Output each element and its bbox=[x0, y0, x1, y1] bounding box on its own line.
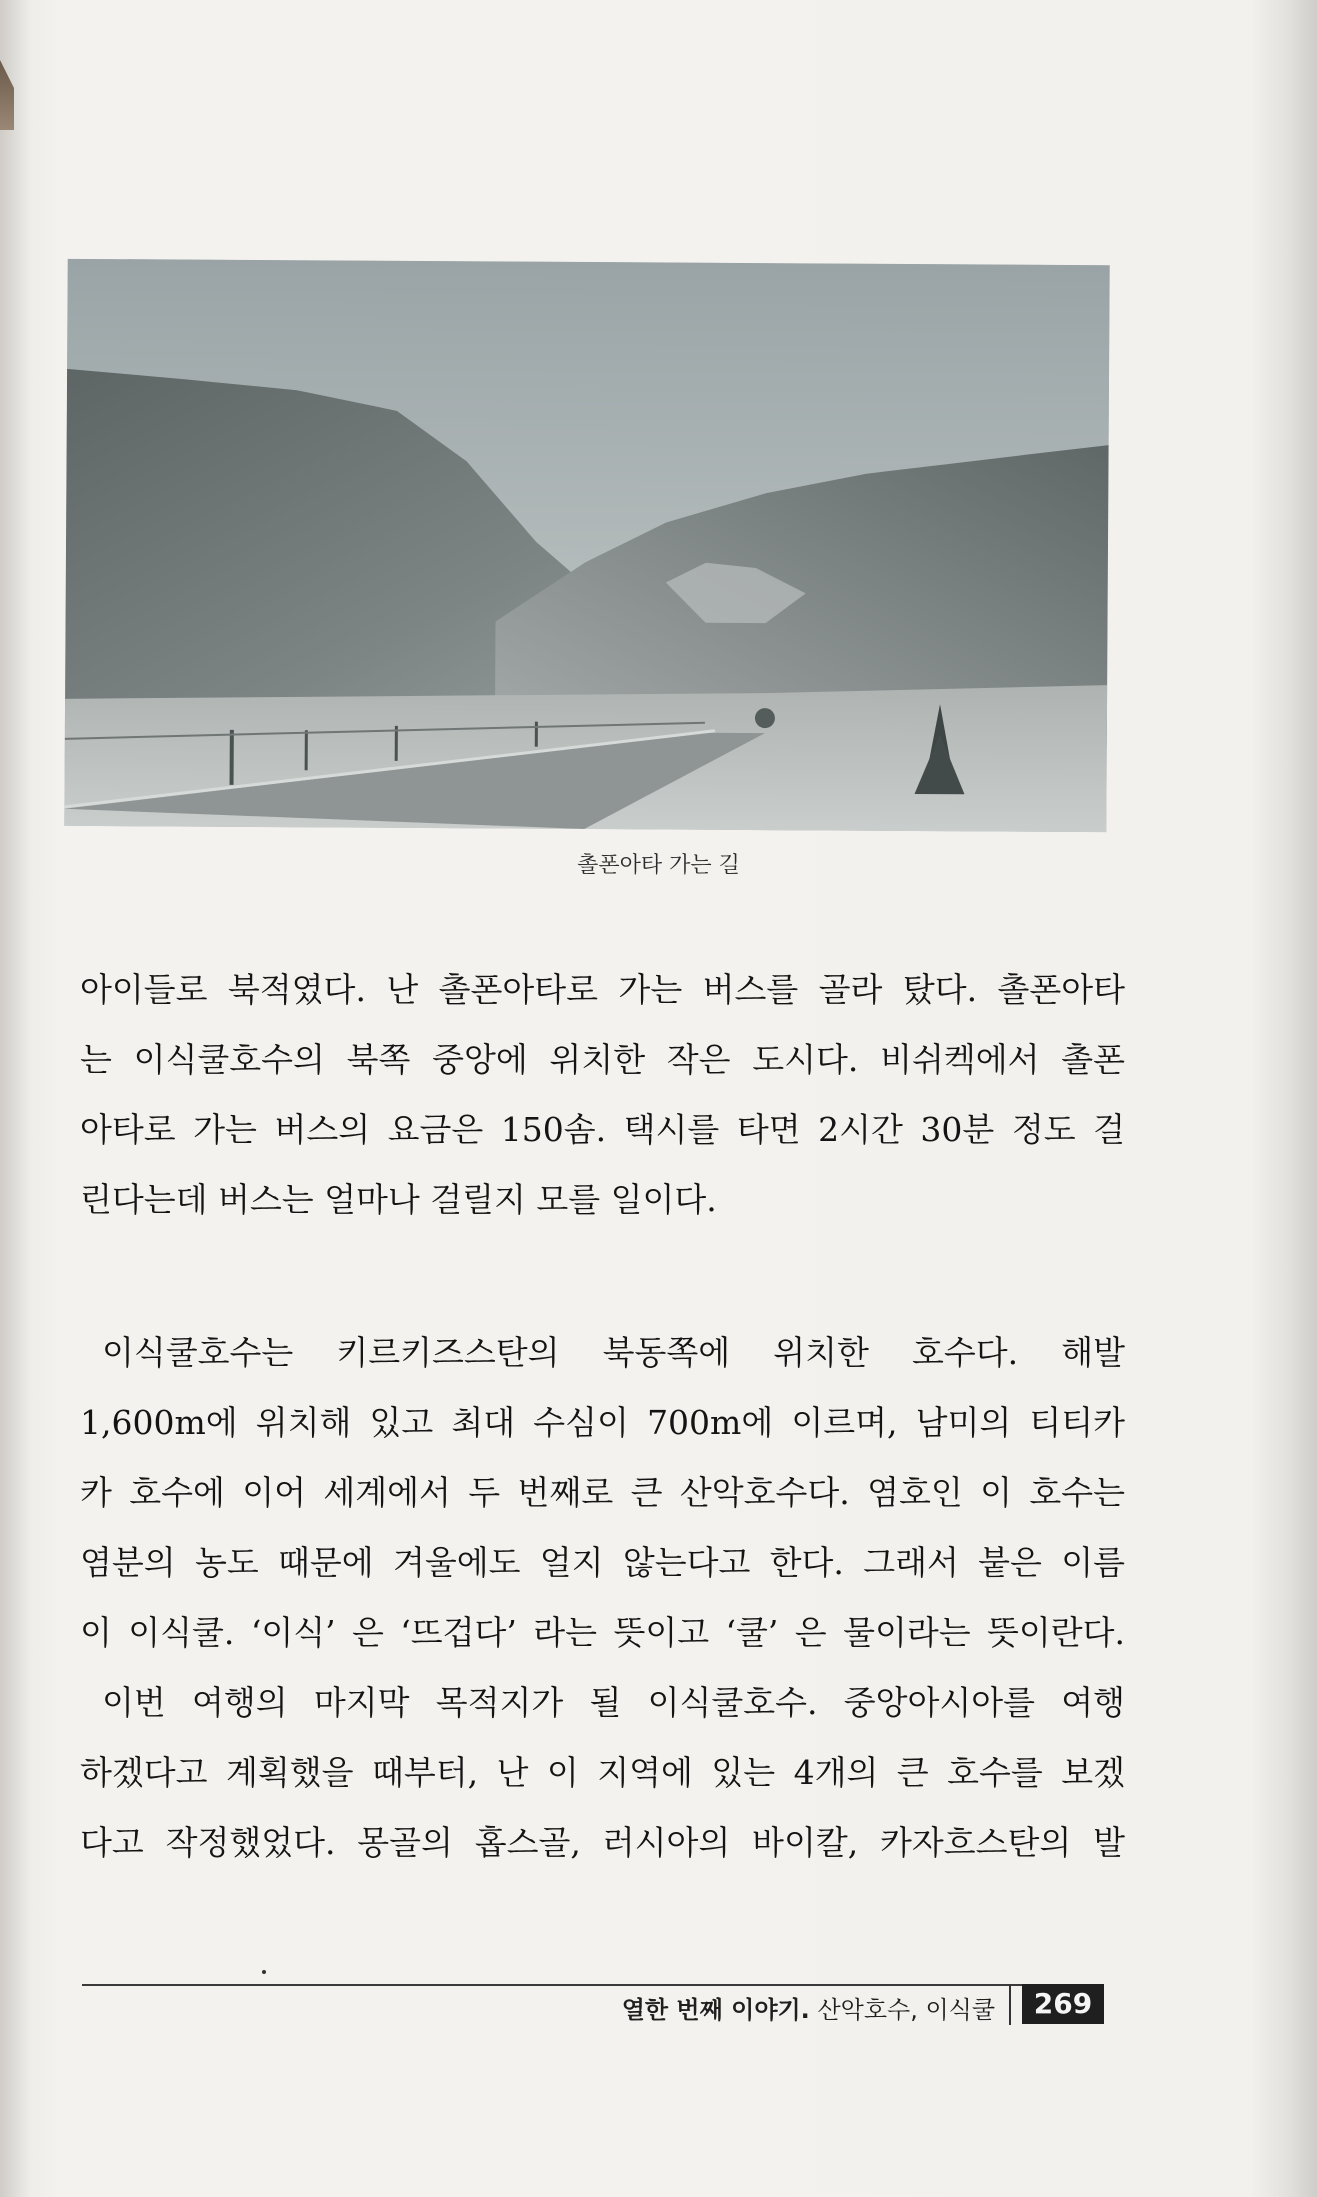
section-label: 산악호수, 이식쿨 bbox=[817, 1996, 995, 2024]
chapter-label: 열한 번째 이야기. bbox=[621, 1996, 810, 2024]
footer-separator bbox=[1009, 1985, 1011, 2025]
footer-rule bbox=[82, 1984, 1082, 1986]
text-line: 1,600m에 위치해 있고 최대 수심이 700m에 이르며, 남미의 티티카 bbox=[80, 1403, 1125, 1442]
text-line: 아이들로 북적였다. 난 촐폰아타로 가는 버스를 골라 탔다. 촐폰아타 bbox=[80, 970, 1125, 1009]
footer-dot bbox=[262, 1970, 266, 1974]
text-line: 이번 여행의 마지막 목적지가 될 이식쿨호수. 중앙아시아를 여행 bbox=[102, 1683, 1125, 1722]
text-line: 하겠다고 계획했을 때부터, 난 이 지역에 있는 4개의 큰 호수를 보겠 bbox=[80, 1753, 1125, 1792]
text-line: 린다는데 버스는 얼마나 걸릴지 모를 일이다. bbox=[80, 1180, 717, 1219]
photo-illustration bbox=[64, 259, 1109, 832]
text-line: 이 이식쿨. ‘이식’ 은 ‘뜨겁다’ 라는 뜻이고 ‘쿨’ 은 물이라는 뜻이란다. bbox=[80, 1613, 1125, 1652]
text-line: 아타로 가는 버스의 요금은 150솜. 택시를 타면 2시간 30분 정도 걸 bbox=[80, 1110, 1125, 1149]
running-footer bbox=[622, 1990, 995, 2025]
text-line: 염분의 농도 때문에 겨울에도 얼지 않는다고 한다. 그래서 붙은 이름 bbox=[80, 1543, 1125, 1582]
photo-caption: 촐폰아타 가는 길 bbox=[577, 853, 740, 878]
page-corner-shadow bbox=[0, 60, 14, 130]
paragraph-2 bbox=[80, 1318, 1125, 1878]
mountain-road-photo bbox=[64, 259, 1109, 832]
page-number: 269 bbox=[1022, 1984, 1104, 2024]
text-line: 카 호수에 이어 세계에서 두 번째로 큰 산악호수다. 염호인 이 호수는 bbox=[80, 1473, 1125, 1512]
text-line: 다고 작정했었다. 몽골의 홉스골, 러시아의 바이칼, 카자흐스탄의 발 bbox=[80, 1823, 1125, 1862]
text-line: 이식쿨호수는 키르키즈스탄의 북동쪽에 위치한 호수다. 해발 bbox=[102, 1333, 1125, 1372]
text-line: 는 이식쿨호수의 북쪽 중앙에 위치한 작은 도시다. 비쉬켁에서 촐폰 bbox=[80, 1040, 1125, 1079]
paragraph-1 bbox=[80, 955, 1125, 1235]
